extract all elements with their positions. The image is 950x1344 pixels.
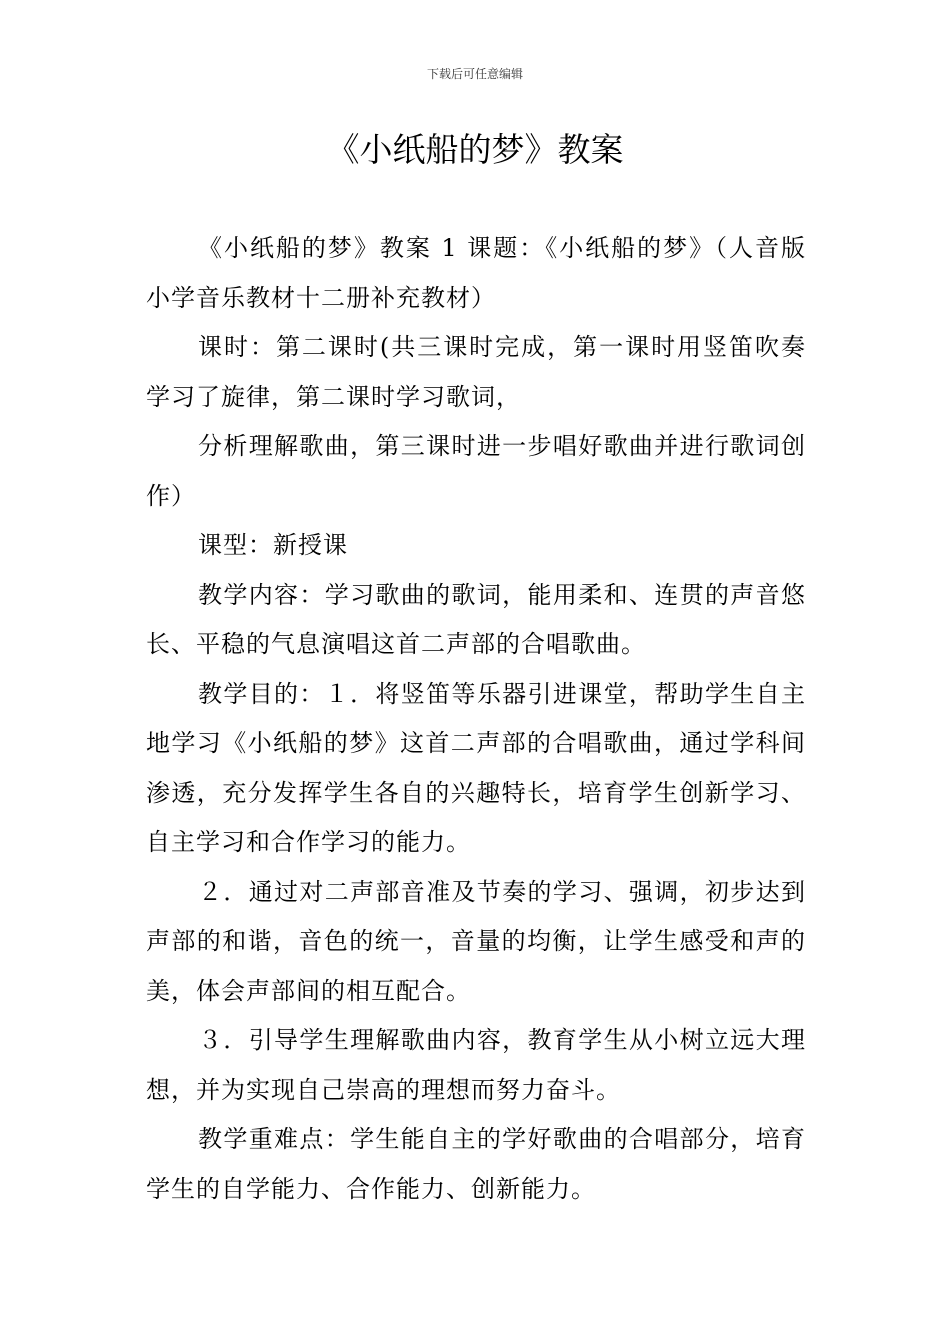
paragraph-objective-3: ３．引导学生理解歌曲内容，教育学生从小树立远大理想，并为实现自己崇高的理想而努力奋斗。 <box>146 1026 806 1104</box>
paragraph-teaching-content: 教学内容：学习歌曲的歌词，能用柔和、连贯的声音悠长、平稳的气息演唱这首二声部的合唱歌曲。 <box>146 580 806 658</box>
document-body <box>146 224 806 1214</box>
paragraph-class-hours-cont: 分析理解歌曲，第三课时进一步唱好歌曲并进行歌词创作） <box>146 432 806 510</box>
header-note: 下载后可任意编辑 <box>426 67 523 81</box>
paragraph-objective-2: ２．通过对二声部音准及节奏的学习、强调，初步达到声部的和谐，音色的统一，音量的均衡，让学生感受和声的美，体会声部间的相互配合。 <box>146 877 806 1005</box>
paragraph-topic: 《小纸船的梦》教案 1 课题：《小纸船的梦》（人音版小学音乐教材十二册补充教材） <box>146 234 806 312</box>
paragraph-class-type: 课型：新授课 <box>198 531 348 559</box>
paragraph-objective-1: 教学目的：１．将竖笛等乐器引进课堂，帮助学生自主地学习《小纸船的梦》这首二声部的合唱歌曲，通过学科间渗透，充分发挥学生各自的兴趣特长，培育学生创新学习、自主学习和合作学习的能力。 <box>146 679 806 856</box>
paragraph-class-hours: 课时：第二课时(共三课时完成，第一课时用竖笛吹奏学习了旋律，第二课时学习歌词， <box>146 333 806 411</box>
paragraph-key-points: 教学重难点：学生能自主的学好歌曲的合唱部分，培育学生的自学能力、合作能力、创新能力。 <box>146 1125 806 1203</box>
document-title: 《小纸船的梦》教案 <box>326 130 624 169</box>
